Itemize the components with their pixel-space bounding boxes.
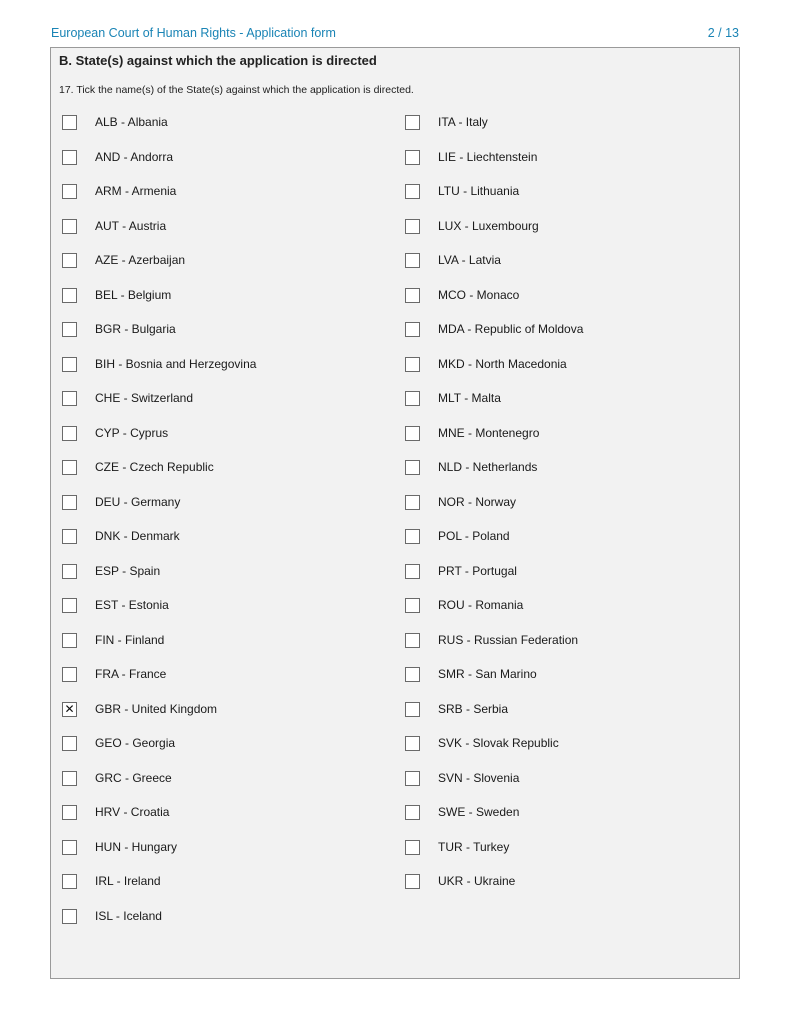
checkbox-nld[interactable]	[405, 460, 420, 475]
state-label: IRL - Ireland	[95, 874, 161, 888]
checkbox-srb[interactable]	[405, 702, 420, 717]
checkbox-rou[interactable]	[405, 598, 420, 613]
state-label: DNK - Denmark	[95, 529, 180, 543]
state-label: CHE - Switzerland	[95, 391, 194, 405]
checkbox-lux[interactable]	[405, 219, 420, 234]
checkbox-and[interactable]	[62, 150, 77, 165]
checkbox-geo[interactable]	[62, 736, 77, 751]
state-label: FRA - France	[95, 667, 167, 681]
state-label: SVK - Slovak Republic	[438, 736, 559, 750]
state-label: NLD - Netherlands	[438, 460, 538, 474]
page-number: 2 / 13	[707, 26, 739, 40]
checkbox-arm[interactable]	[62, 184, 77, 199]
state-label: NOR - Norway	[438, 494, 517, 509]
checkbox-mkd[interactable]	[405, 357, 420, 372]
checkbox-svk[interactable]	[405, 736, 420, 751]
checkbox-mlt[interactable]	[405, 391, 420, 406]
state-label: ALB - Albania	[95, 115, 168, 129]
state-label: EST - Estonia	[95, 598, 169, 612]
state-label: GEO - Georgia	[95, 736, 176, 750]
state-label: POL - Poland	[438, 529, 510, 543]
state-label: CYP - Cyprus	[95, 425, 169, 440]
checkbox-ukr[interactable]	[405, 874, 420, 889]
state-label: BGR - Bulgaria	[95, 322, 176, 336]
question-17: 17. Tick the name(s) of the State(s) against which the application is directed.	[59, 84, 414, 96]
state-label: ISL - Iceland	[95, 908, 162, 923]
checkbox-prt[interactable]	[405, 564, 420, 579]
state-label: HUN - Hungary	[95, 839, 178, 854]
state-label: ESP - Spain	[95, 563, 161, 578]
checkbox-est[interactable]	[62, 598, 77, 613]
state-label: GRC - Greece	[95, 770, 172, 785]
checkbox-mco[interactable]	[405, 288, 420, 303]
checkbox-esp[interactable]	[62, 564, 77, 579]
form-title: European Court of Human Rights - Application form	[51, 26, 336, 40]
state-label: HRV - Croatia	[95, 805, 170, 819]
state-label: MDA - Republic of Moldova	[438, 322, 584, 336]
state-label: TUR - Turkey	[438, 839, 510, 854]
state-label: BIH - Bosnia and Herzegovina	[95, 356, 257, 371]
checkbox-bel[interactable]	[62, 288, 77, 303]
state-label: MNE - Montenegro	[438, 425, 540, 440]
checkbox-cze[interactable]	[62, 460, 77, 475]
checkbox-hrv[interactable]	[62, 805, 77, 820]
checkbox-rus[interactable]	[405, 633, 420, 648]
state-label: GBR - United Kingdom	[95, 701, 218, 716]
state-label: SWE - Sweden	[438, 805, 520, 819]
state-label: SRB - Serbia	[438, 701, 509, 716]
state-label: BEL - Belgium	[95, 287, 172, 302]
checkbox-aze[interactable]	[62, 253, 77, 268]
checkbox-grc[interactable]	[62, 771, 77, 786]
state-label: FIN - Finland	[95, 632, 165, 647]
checkbox-che[interactable]	[62, 391, 77, 406]
checkbox-lva[interactable]	[405, 253, 420, 268]
state-label: PRT - Portugal	[438, 563, 517, 578]
checkbox-nor[interactable]	[405, 495, 420, 510]
state-label: ITA - Italy	[438, 115, 488, 129]
checkbox-pol[interactable]	[405, 529, 420, 544]
checkbox-smr[interactable]	[405, 667, 420, 682]
state-label: ROU - Romania	[438, 598, 524, 612]
checkbox-dnk[interactable]	[62, 529, 77, 544]
checkbox-fra[interactable]	[62, 667, 77, 682]
state-label: AZE - Azerbaijan	[95, 253, 186, 267]
checkbox-fin[interactable]	[62, 633, 77, 648]
checkbox-irl[interactable]	[62, 874, 77, 889]
checkbox-ltu[interactable]	[405, 184, 420, 199]
state-label: LUX - Luxembourg	[438, 218, 539, 233]
checkbox-lie[interactable]	[405, 150, 420, 165]
checkbox-bih[interactable]	[62, 357, 77, 372]
state-label: ARM - Armenia	[95, 184, 177, 198]
state-label: RUS - Russian Federation	[438, 632, 579, 647]
section-title: B. State(s) against which the application is directed	[59, 53, 377, 68]
state-label: MLT - Malta	[438, 391, 501, 405]
checkbox-mne[interactable]	[405, 426, 420, 441]
state-label: LVA - Latvia	[438, 253, 501, 267]
state-selection-panel	[50, 47, 740, 979]
checkbox-mda[interactable]	[405, 322, 420, 337]
checkbox-svn[interactable]	[405, 771, 420, 786]
state-label: DEU - Germany	[95, 494, 181, 509]
checkbox-ita[interactable]	[405, 115, 420, 130]
checkbox-deu[interactable]	[62, 495, 77, 510]
state-label: SVN - Slovenia	[438, 770, 520, 785]
checkbox-aut[interactable]	[62, 219, 77, 234]
state-label: SMR - San Marino	[438, 667, 537, 681]
state-label: AND - Andorra	[95, 149, 174, 164]
checkbox-hun[interactable]	[62, 840, 77, 855]
state-label: MKD - North Macedonia	[438, 356, 567, 371]
state-label: AUT - Austria	[95, 218, 167, 233]
state-label: MCO - Monaco	[438, 287, 520, 302]
state-label: CZE - Czech Republic	[95, 460, 214, 474]
checkbox-swe[interactable]	[405, 805, 420, 820]
checkbox-gbr[interactable]: ✕	[62, 702, 77, 717]
checkbox-bgr[interactable]	[62, 322, 77, 337]
state-label: LIE - Liechtenstein	[438, 149, 538, 164]
checkbox-cyp[interactable]	[62, 426, 77, 441]
state-label: UKR - Ukraine	[438, 874, 516, 888]
state-label: LTU - Lithuania	[438, 184, 520, 198]
checkbox-alb[interactable]	[62, 115, 77, 130]
checkbox-isl[interactable]	[62, 909, 77, 924]
page-header	[51, 24, 741, 44]
checkbox-tur[interactable]	[405, 840, 420, 855]
